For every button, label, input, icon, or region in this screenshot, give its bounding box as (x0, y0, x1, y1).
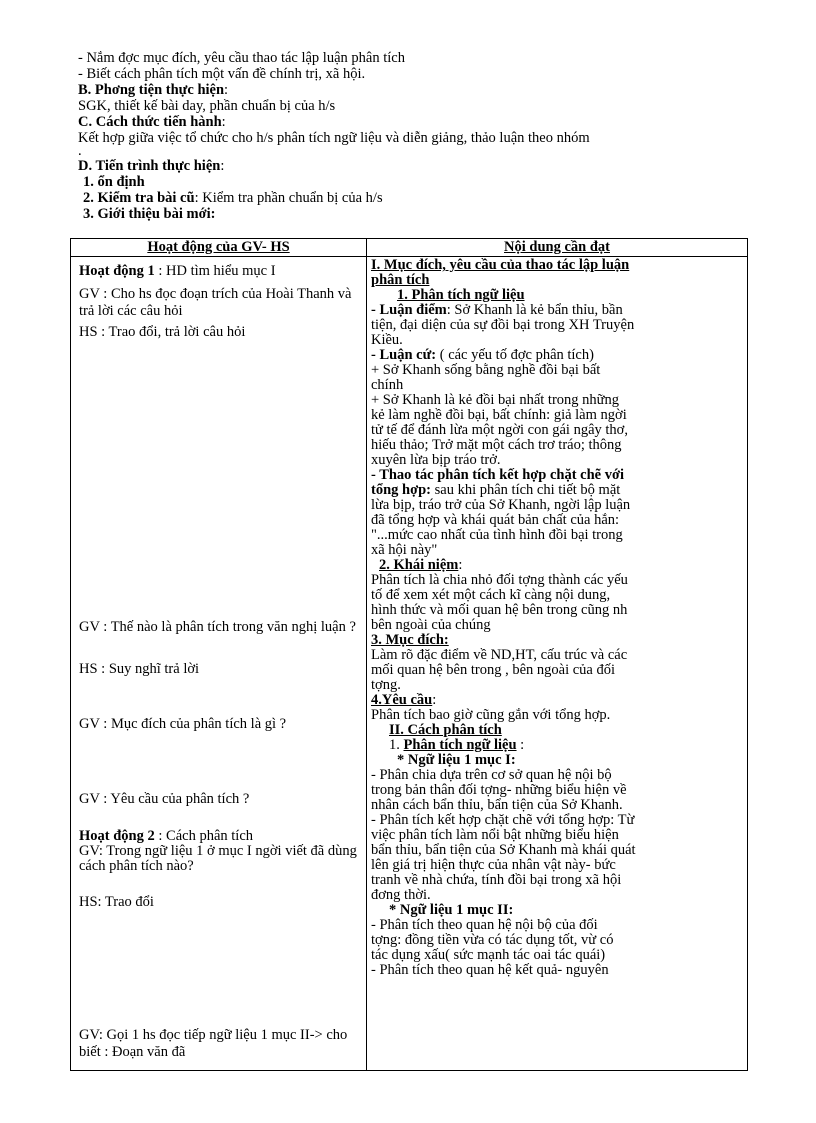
section-c: C. Cách thức tiến hành: (78, 114, 226, 130)
example-heading: * Ngữ liệu 1 mục I: (397, 752, 516, 768)
activity-2: Hoạt động 2 : Cách phân tích (79, 828, 254, 844)
subsection-heading: 1. Phân tích ngữ liệu (397, 287, 525, 303)
section-c-heading: C. Cách thức tiến hành (78, 114, 222, 130)
objective-line: - Nắm đợc mục đích, yêu cầu thao tác lập luận phân tích (78, 50, 405, 66)
teacher-question: GV : Thế nào là phân tích trong văn nghị luận ? (79, 619, 356, 635)
section-b-heading: B. Phơng tiện thực hiện (78, 82, 225, 98)
section-d-heading: D. Tiến trình thực hiện (78, 158, 221, 174)
section-c-text: Kết hợp giữa việc tổ chức cho h/s phân tích ngữ liệu và diễn giảng, thảo luận theo nhóm (78, 130, 590, 146)
activity-1: Hoạt động 1 : HD tìm hiểu mục I (79, 263, 276, 279)
subsection-heading: 1. Phân tích ngữ liệu : (389, 737, 525, 753)
example-heading: * Ngữ liệu 1 mục II: (389, 902, 514, 918)
teacher-question: GV: Gọi 1 hs đọc tiếp ngữ liệu 1 mục II-> cho biết : Đoạn văn đã (79, 1027, 348, 1060)
subsection-heading: 4.Yêu cầu: (371, 692, 437, 708)
section-d: D. Tiến trình thực hiện: (78, 158, 225, 174)
section-heading: II. Cách phân tích (389, 722, 502, 738)
student-response: HS: Trao đổi (79, 894, 154, 910)
step-3: 3. Giới thiệu bài mới: (83, 206, 216, 222)
section-heading: I. Mục đích, yêu cầu của thao tác lập luận (371, 257, 630, 273)
student-response: HS : Trao đổi, trả lời câu hỏi (79, 324, 246, 340)
objective-line: - Biết cách phân tích một vấn đề chính trị, xã hội. (78, 66, 366, 82)
subsection-heading: 2. Khái niệm: (379, 557, 463, 573)
content-column: I. Mục đích, yêu cầu của thao tác lập luận phân tích 1. Phân tích ngữ liệu - Luận điểm: Sở Khanh là kẻ bẩn thỉu, bần tiện, đại diện của sự đồi bại trong XH Truyện Kiều. - Luận cứ: ( các yếu tố đợc phân tích) + Sở Khanh sống bằng nghề đồi bại bất chính + Sở Khanh là kẻ đồi bại nhất trong những kẻ làm nghề đồi bại, bất chính: giả làm ngời tử tế để đánh lừa một ngời con gái ngây thơ, hiếu thảo; Trở mặt một cách trơ tráo; thông xuyên lừa bịp tráo trở. - Thao tác phân tích kết hợp chặt chẽ với tổng hợp: sau khi phân tích chi tiết bộ mặt lừa bịp, tráo trở của Sở Khanh, ngời lập luận đã tổng hợp và khái quát bản chất của hắn: "...mức cao nhất của tình hình đồi bại trong xã hội này" 2. Khái niệm: Phân tích là chia nhỏ đối tợng thành các yếu tố để xem xét một cách kĩ càng nội dung, hình thức và mối quan hệ bên trong cũng nh bên ngoài của chúng 3. Mục đích: Làm rõ đặc điểm về ND,HT, cấu trúc và các mối quan hệ bên trong , bên ngoài của đối tợng. 4.Yêu cầu: Phân tích bao giờ cũng gắn với tổng hợp. II. Cách phân tích 1. Phân tích ngữ liệu : * Ngữ liệu 1 mục I: - Phân chia dựa trên cơ sở quan hệ nội bộ trong bản thân đối tợng- những biểu hiện về nhân cách bẩn thỉu, bẩn tiện của Sở Khanh. - Phân tích kết hợp chặt chẽ với tổng hợp: Từ việc phân tích làm nổi bật những biểu hiện bẩn thỉu, bẩn tiện của Sở Khanh mà khái quát lên giá trị hiện thực của nhân vật này- bức tranh về nhà chứa, tính đồi bại trong xã hội đơng thời. * Ngữ liệu 1 mục II: - Phân tích theo quan hệ nội bộ của đối tợng: đồng tiền vừa có tác dụng tốt, vừ có tác dụng xấu( sức mạnh tác oai tác quái) - Phân tích theo quan hệ kết quả- nguyên (371, 258, 745, 978)
student-response: HS : Suy nghĩ trả lời (79, 661, 200, 677)
teacher-question: GV: Trong ngữ liệu 1 ở mục I ngời viết đã dùng cách phân tích nào? (79, 843, 357, 874)
table-header-left: Hoạt động của GV- HS (147, 239, 290, 255)
section-b-text: SGK, thiết kế bài day, phần chuẩn bị của h/s (78, 98, 336, 114)
step-1: 1. ổn định (83, 174, 145, 190)
lesson-table (70, 238, 748, 1071)
section-b: B. Phơng tiện thực hiện: (78, 82, 229, 98)
intro-section: - Nắm đợc mục đích, yêu cầu thao tác lập luận phân tích - Biết cách phân tích một vấn đề chính trị, xã hội. B. Phơng tiện thực hiện: SGK, thiết kế bài day, phần chuẩn bị của h/s C. Cách thức tiến hành: Kết hợp giữa việc tổ chức cho h/s phân tích ngữ liệu và diễn giảng, thảo luận theo nhóm . D. Tiến trình thực hiện: 1. ổn định 2. Kiểm tra bài cũ: Kiểm tra phần chuẩn bị của h/s 3. Giới thiệu bài mới: (78, 50, 758, 222)
step-2: 2. Kiểm tra bài cũ: Kiểm tra phần chuẩn bị của h/s (83, 190, 383, 206)
teacher-question: GV : Yêu cầu của phân tích ? (79, 791, 250, 807)
subsection-heading: 3. Mục đích: (371, 632, 449, 648)
teacher-question: GV : Mục đích của phân tích là gì ? (79, 716, 287, 732)
table-header-right: Nội dung cần đạt (504, 239, 610, 255)
teacher-question: GV : Cho hs đọc đoạn trích của Hoài Thanh và trả lời các câu hỏi (79, 286, 352, 319)
